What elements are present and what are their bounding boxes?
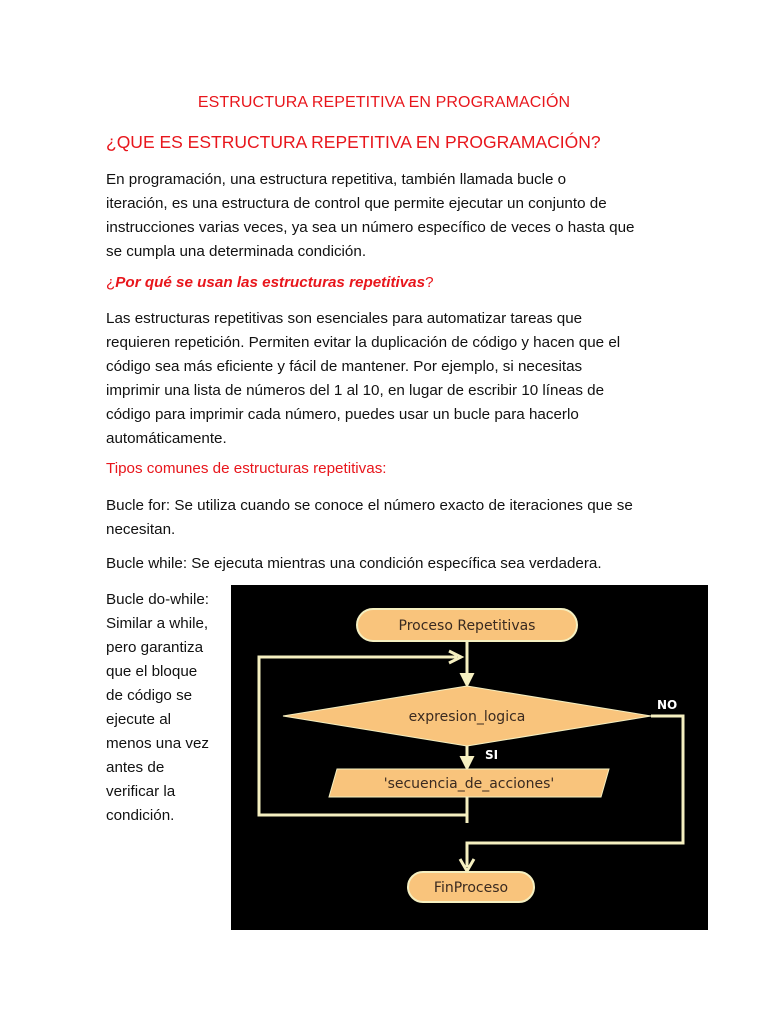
dowhile-line: que el bloque — [106, 663, 198, 680]
for-line: Bucle for: Se utiliza cuando se conoce el número exacto de iteraciones que se — [106, 497, 633, 514]
intro-line: instrucciones varias veces, ya sea un número específico de veces o hasta que — [106, 219, 635, 236]
dowhile-line: Similar a while, — [106, 615, 209, 632]
start-label: Proceso Repetitivas — [398, 618, 536, 634]
intro-paragraph — [106, 168, 676, 264]
section-heading-what: ¿QUE ES ESTRUCTURA REPETITIVA EN PROGRAMACIÓN? — [106, 132, 601, 152]
why-prefix: ¿ — [106, 274, 116, 291]
dowhile-line: pero garantiza — [106, 639, 204, 656]
dowhile-line: antes de — [106, 759, 165, 776]
intro-line: En programación, una estructura repetitiva, también llamada bucle o — [106, 171, 567, 188]
while-paragraph — [106, 552, 676, 576]
why-emphasis: Por qué se usan las estructuras repetitivas — [115, 274, 426, 291]
why-line: código sea más eficiente y fácil de mantener. Por ejemplo, si necesitas — [106, 358, 583, 375]
flowchart-svg — [231, 585, 708, 930]
dowhile-line: verificar la — [106, 783, 176, 800]
intro-line: iteración, es una estructura de control que permite ejecutar un conjunto de — [106, 195, 607, 212]
end-label: FinProceso — [433, 880, 509, 896]
dowhile-line: menos una vez — [106, 735, 209, 752]
for-paragraph — [106, 494, 676, 542]
why-line: código para imprimir cada número, puedes usar un bucle para hacerlo — [106, 406, 579, 423]
condition-label: expresion_logica — [408, 709, 526, 725]
why-line: requieren repetición. Permiten evitar la duplicación de código y hacen que el — [106, 334, 621, 351]
section-heading-why — [106, 274, 434, 291]
action-label: 'secuencia_de_acciones' — [383, 776, 555, 792]
why-paragraph — [106, 307, 676, 451]
dowhile-line: condición. — [106, 807, 175, 824]
dowhile-paragraph — [106, 588, 231, 828]
why-suffix: ? — [425, 274, 434, 291]
why-line: Las estructuras repetitivas son esenciales para automatizar tareas que — [106, 310, 583, 327]
while-line: Bucle while: Se ejecuta mientras una condición específica sea verdadera. — [106, 555, 602, 572]
why-line: automáticamente. — [106, 430, 227, 447]
intro-line: se cumpla una determinada condición. — [106, 243, 367, 260]
document-title: ESTRUCTURA REPETITIVA EN PROGRAMACIÓN — [197, 94, 571, 111]
yes-label: SI — [485, 748, 499, 762]
dowhile-line: Bucle do-while: — [106, 591, 209, 608]
dowhile-line: ejecute al — [106, 711, 172, 728]
for-line: necesitan. — [106, 521, 176, 538]
no-label: NO — [657, 698, 678, 712]
dowhile-line: de código se — [106, 687, 193, 704]
section-heading-types: Tipos comunes de estructuras repetitivas: — [106, 460, 387, 477]
flowchart-image — [231, 585, 708, 930]
why-line: imprimir una lista de números del 1 al 10, en lugar de escribir 10 líneas de — [106, 382, 605, 399]
